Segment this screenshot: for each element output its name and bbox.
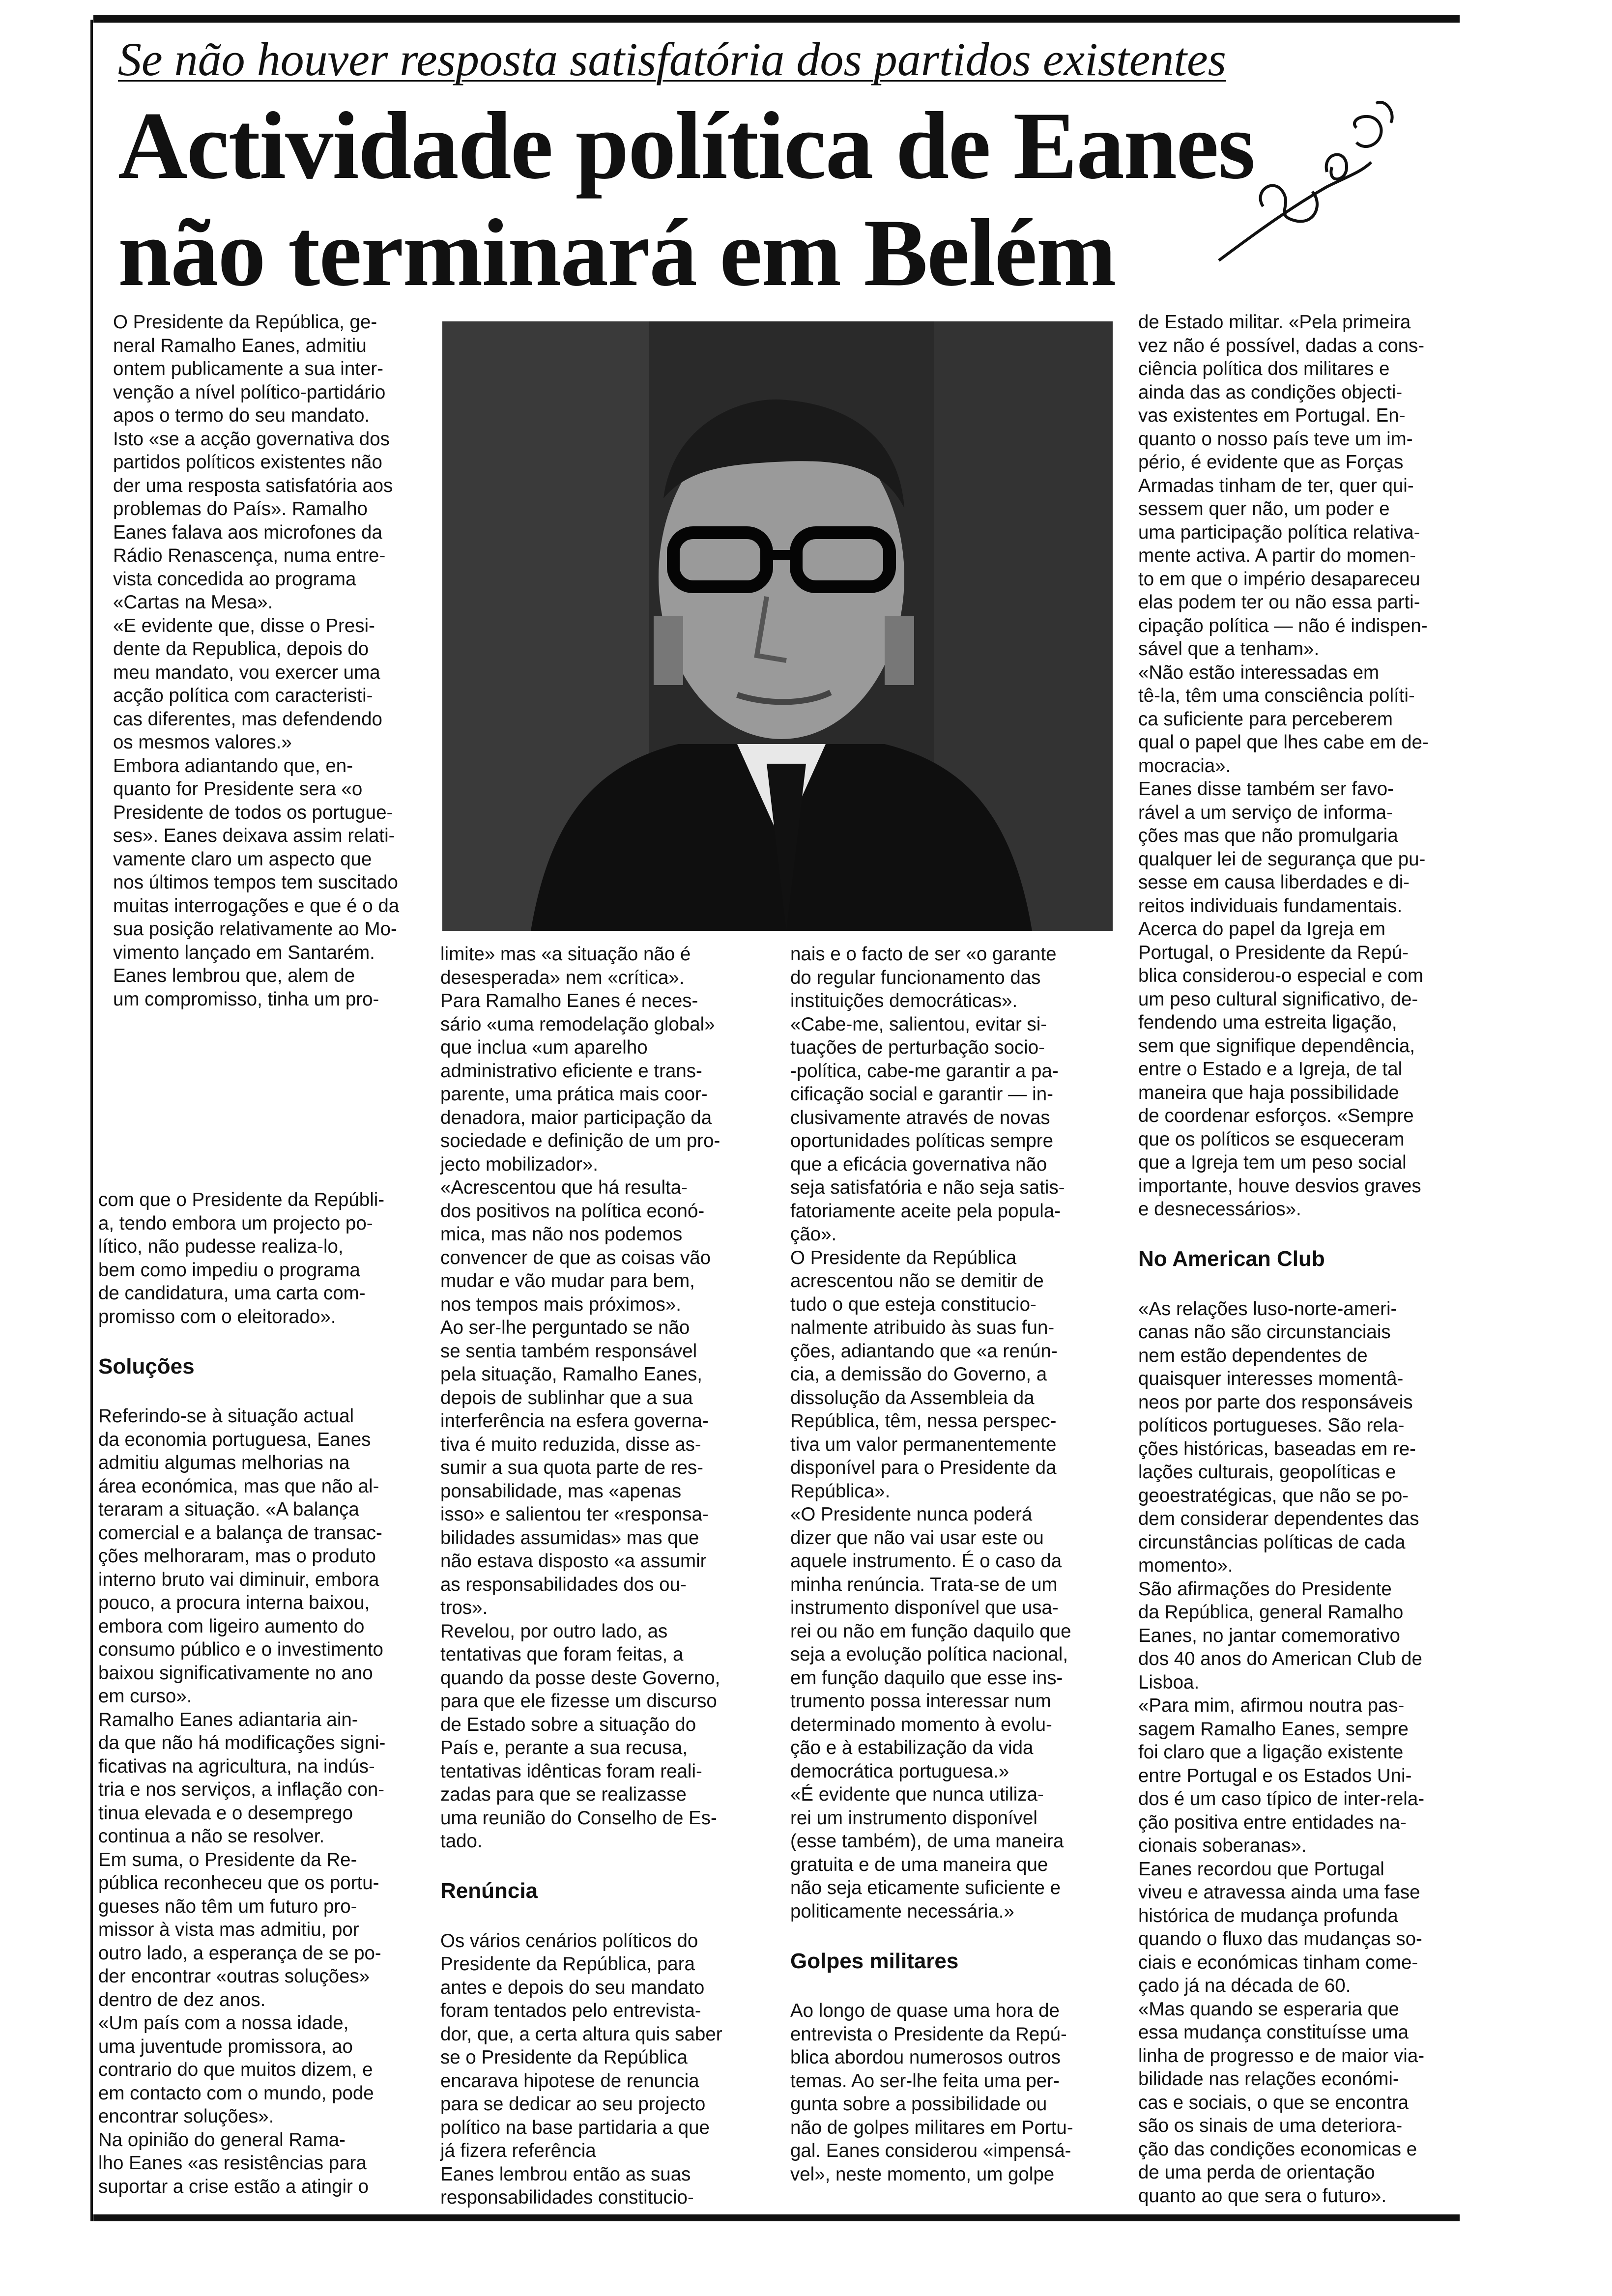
text-line: fatoriamente aceite pela popula- [790, 1200, 1061, 1222]
text-line: rei ou não em função daquilo que [790, 1620, 1071, 1642]
text-line: tinua elevada e o desemprego [98, 1802, 353, 1824]
bottom-rule [93, 2214, 1460, 2221]
text-line: ca suficiente para perceberem [1138, 708, 1393, 730]
text-line: ponsabilidade, mas «apenas [440, 1480, 682, 1502]
text-line: outro lado, a esperança de se po- [98, 1942, 381, 1964]
text-line: minha renúncia. Trata-se de um [790, 1574, 1058, 1595]
text-line: circunstâncias políticas de cada [1138, 1531, 1406, 1553]
text-line: tê-la, têm uma consciência políti- [1138, 685, 1415, 706]
text-line: dentro de dez anos. [98, 1989, 266, 2010]
text-line: oportunidades políticas sempre [790, 1130, 1054, 1151]
text-line: cia, a demissão do Governo, a [790, 1364, 1047, 1385]
text-line: nos tempos mais próximos». [440, 1293, 681, 1315]
text-line: em contacto com o mundo, pode [98, 2082, 374, 2104]
text-line: Isto «se a acção governativa dos [113, 428, 390, 450]
text-line: Embora adiantando que, en- [113, 755, 353, 776]
text-line: mudar e vão mudar para bem, [440, 1270, 695, 1292]
text-line: trumento possa interessar num [790, 1691, 1051, 1712]
text-line: quando o fluxo das mudanças so- [1138, 1928, 1422, 1950]
headline-line-2: não terminará em Belém [118, 200, 1116, 306]
text-line: der encontrar «outras soluções» [98, 1966, 370, 1987]
text-line: Lisboa. [1138, 1671, 1200, 1693]
text-line: cas e sociais, o que se encontra [1138, 2092, 1409, 2113]
text-line: dem considerar dependentes das [1138, 1508, 1419, 1529]
text-line: «Acrescentou que há resulta- [440, 1177, 688, 1198]
text-line: der uma resposta satisfatória aos [113, 475, 393, 496]
text-line: histórica de mudança profunda [1138, 1905, 1398, 1926]
text-line: entrevista o Presidente da Repú- [790, 2023, 1067, 2045]
text-line: tudo o que esteja constitucio- [790, 1293, 1036, 1315]
text-line: bem como impediu o programa [98, 1259, 360, 1281]
text-line: mica, mas não nos podemos [440, 1224, 683, 1245]
text-line: rei um instrumento disponível [790, 1807, 1037, 1829]
text-line: as responsabilidades dos ou- [440, 1574, 687, 1595]
text-line: não seja eticamente suficiente e [790, 1877, 1061, 1898]
text-line: «E evidente que, disse o Presi- [113, 615, 375, 636]
text-line: dos 40 anos do American Club de [1138, 1648, 1422, 1669]
text-line: acção política com caracteristi- [113, 685, 373, 706]
text-line: sociedade e definição de um pro- [440, 1130, 720, 1151]
text-line: da economia portuguesa, Eanes [98, 1429, 371, 1450]
text-line: da República, general Ramalho [1138, 1602, 1404, 1623]
text-line: a, tendo embora um projecto po- [98, 1212, 373, 1234]
left-rule [90, 20, 93, 2221]
text-line: administrativo eficiente e trans- [440, 1060, 702, 1082]
text-line: nos últimos tempos tem suscitado [113, 872, 398, 893]
section-heading-american-club: No American Club [1138, 1247, 1325, 1271]
text-line: instrumento disponível que usa- [790, 1597, 1059, 1618]
text-line: ontem publicamente a sua inter- [113, 358, 383, 379]
text-line: tentativas idênticas foram reali- [440, 1760, 702, 1782]
text-line: aquele instrumento. É o caso da [790, 1550, 1062, 1572]
text-line: gratuita e de uma maneira que [790, 1854, 1048, 1875]
text-line: com que o Presidente da Repúbli- [98, 1189, 385, 1210]
text-line: «Não estão interessadas em [1138, 661, 1380, 683]
text-line: «Para mim, afirmou noutra pas- [1138, 1695, 1405, 1716]
text-line: blica considerou-o especial e com [1138, 965, 1423, 986]
text-line: baixou significativamente no ano [98, 1662, 373, 1684]
text-line: clusivamente através de novas [790, 1107, 1050, 1128]
text-line: sumir a sua quota parte de res- [440, 1457, 703, 1478]
text-line: tria e nos serviços, a inflação con- [98, 1779, 385, 1800]
text-line: convencer de que as coisas vão [440, 1247, 711, 1268]
text-line: de Estado sobre a situação do [440, 1714, 696, 1735]
text-line: depois de sublinhar que a sua [440, 1387, 693, 1408]
text-line: reitos individuais fundamentais. [1138, 895, 1403, 917]
text-line: Rádio Renascença, numa entre- [113, 545, 386, 566]
text-line: ficativas na agricultura, na indús- [98, 1755, 375, 1777]
text-line: tiva um valor permanentemente [790, 1434, 1057, 1455]
text-line: geoestratégicas, que não se po- [1138, 1485, 1409, 1506]
text-line: cipação política — não é indispen- [1138, 615, 1428, 636]
column-4 [1138, 311, 1453, 2208]
text-line: temas. Ao ser-lhe feita uma per- [790, 2070, 1060, 2092]
text-line: vimento lançado em Santarém. [113, 942, 375, 963]
text-line: foram tentados pelo entrevista- [440, 2000, 701, 2021]
text-line: -política, cabe-me garantir a pa- [790, 1060, 1059, 1082]
text-line: embora com ligeiro aumento do [98, 1615, 365, 1637]
text-line: sua posição relativamente ao Mo- [113, 918, 397, 940]
text-line: lações culturais, geopolíticas e [1138, 1462, 1396, 1483]
text-line: politicamente necessária.» [790, 1900, 1014, 1922]
text-line: problemas do País». Ramalho [113, 498, 368, 519]
text-line: ção». [790, 1224, 837, 1245]
text-line: pério, é evidente que as Forças [1138, 452, 1404, 473]
text-line: blica abordou numerosos outros [790, 2047, 1061, 2068]
text-line: Eanes disse também ser favo- [1138, 778, 1394, 800]
text-line: consumo público e o investimento [98, 1639, 383, 1660]
text-line: linha de progresso e de maior via- [1138, 2045, 1425, 2066]
text-line: maneira que haja possibilidade [1138, 1082, 1399, 1103]
text-line: nem estão dependentes de [1138, 1345, 1368, 1366]
text-line: «Mas quando se esperaria que [1138, 1998, 1399, 2020]
text-line: pela situação, Ramalho Eanes, [440, 1364, 702, 1385]
text-line: «Cabe-me, salientou, evitar si- [790, 1013, 1047, 1035]
text-line: Presidente da República, para [440, 1953, 695, 1975]
text-line: to em que o império desapareceu [1138, 568, 1420, 590]
text-line: de coordenar esforços. «Sempre [1138, 1105, 1414, 1126]
text-line: desesperada» nem «crítica». [440, 967, 685, 988]
text-line: ção e à estabilização da vida [790, 1737, 1034, 1758]
text-line: em função daquilo que esse ins- [790, 1667, 1063, 1689]
text-line: denadora, maior participação da [440, 1107, 712, 1128]
text-line: quando da posse deste Governo, [440, 1667, 720, 1689]
text-line: São afirmações do Presidente [1138, 1578, 1392, 1600]
kicker: Se não houver resposta satisfatória dos partidos existentes [118, 33, 1227, 86]
text-line: gal. Eanes considerou «impensá- [790, 2140, 1071, 2161]
text-line: gueses não têm um futuro pro- [98, 1895, 357, 1917]
text-line: vez não é possível, dadas a cons- [1138, 335, 1425, 356]
text-line: Acerca do papel da Igreja em [1138, 918, 1385, 940]
text-line: para que ele fizesse um discurso [440, 1691, 717, 1712]
text-line: importante, houve desvios graves [1138, 1175, 1421, 1197]
text-line: bilidades assumidas» mas que [440, 1527, 699, 1549]
text-line: Referindo-se à situação actual [98, 1406, 354, 1427]
text-line: contrario do que muitos dizem, e [98, 2059, 373, 2080]
text-line: Portugal, o Presidente da Repú- [1138, 942, 1409, 963]
text-line: Em suma, o Presidente da Re- [98, 1849, 357, 1870]
text-line: área económica, mas que não al- [98, 1475, 379, 1497]
text-line: entre Portugal e os Estados Uni- [1138, 1765, 1412, 1786]
text-line: tado. [440, 1831, 483, 1852]
text-line: País e, perante a sua recusa, [440, 1737, 688, 1758]
text-line: uma reunião do Conselho de Es- [440, 1807, 717, 1829]
text-line: gunta sobre a possibilidade ou [790, 2094, 1047, 2115]
text-line: dizer que não vai usar este ou [790, 1527, 1044, 1549]
text-line: cas diferentes, mas defendendo [113, 708, 382, 730]
text-line: quanto for Presidente sera «o [113, 778, 363, 800]
text-line: momento». [1138, 1555, 1233, 1576]
text-line: sário «uma remodelação global» [440, 1013, 715, 1035]
text-line: responsabilidades constitucio- [440, 2187, 694, 2208]
text-line: República, têm, nessa perspec- [790, 1410, 1057, 1432]
text-line: mente activa. A partir do momen- [1138, 545, 1416, 566]
text-line: Ao ser-lhe perguntado se não [440, 1317, 690, 1338]
text-line: zadas para que se realizasse [440, 1784, 687, 1805]
text-line: vel», neste momento, um golpe [790, 2163, 1055, 2185]
text-line: do regular funcionamento das [790, 967, 1041, 988]
headline-line-1: Actividade política de Eanes [118, 92, 1255, 199]
text-line: Para Ramalho Eanes é neces- [440, 990, 698, 1011]
text-line: disponível para o Presidente da [790, 1457, 1057, 1478]
handwritten-signature [1199, 98, 1406, 270]
text-line: qualquer lei de segurança que pu- [1138, 848, 1426, 870]
text-line: «Cartas na Mesa». [113, 592, 273, 613]
text-line: uma participação política relativa- [1138, 521, 1420, 543]
text-line: pública reconheceu que os portu- [98, 1872, 379, 1894]
text-line: se o Presidente da República [440, 2047, 688, 2068]
text-line: que os políticos se esqueceram [1138, 1128, 1405, 1150]
text-line: O Presidente da República, ge- [113, 312, 377, 333]
text-line: «Um país com a nossa idade, [98, 2012, 349, 2034]
text-line: são os sinais de uma deteriora- [1138, 2115, 1403, 2136]
text-line: em curso». [98, 1686, 192, 1707]
text-line: que a Igreja tem um peso social [1138, 1152, 1407, 1173]
text-line: essa mudança constituísse uma [1138, 2022, 1409, 2043]
column-3 [790, 943, 1110, 2186]
text-line: Revelou, por outro lado, as [440, 1620, 668, 1642]
text-line: Eanes recordou que Portugal [1138, 1858, 1384, 1880]
portrait-photo [442, 321, 1113, 931]
text-line: lítico, não pudesse realiza-lo, [98, 1236, 344, 1257]
column-1-top [113, 311, 424, 1011]
text-line: canas não são circunstanciais [1138, 1321, 1391, 1343]
text-line: ções, adiantando que «a renún- [790, 1340, 1058, 1362]
section-heading-renuncia: Renúncia [440, 1879, 538, 1903]
text-line: promisso com o eleitorado». [98, 1306, 336, 1327]
text-line: sessem quer não, um poder e [1138, 498, 1390, 519]
text-line: Os vários cenários políticos do [440, 1930, 698, 1952]
text-line: apos o termo do seu mandato. [113, 405, 370, 426]
text-line: vista concedida ao programa [113, 568, 356, 590]
text-line: quaisquer interesses momentâ- [1138, 1368, 1404, 1389]
text-line: interferência na esfera governa- [440, 1410, 709, 1432]
text-line: tros». [440, 1597, 488, 1618]
text-line: nalmente atribuido às suas fun- [790, 1317, 1055, 1338]
text-line: lho Eanes «as resistências para [98, 2152, 367, 2174]
text-line: continua a não se resolver. [98, 1826, 325, 1847]
text-line: Eanes lembrou que, alem de [113, 965, 355, 986]
text-line: çado já na década de 60. [1138, 1975, 1351, 1996]
text-line: vamente claro um aspecto que [113, 848, 372, 870]
text-line: que inclua «um aparelho [440, 1037, 648, 1058]
text-line: políticos portugueses. São rela- [1138, 1415, 1405, 1436]
text-line: admitiu algumas melhorias na [98, 1452, 350, 1473]
text-line: encontrar soluções». [98, 2106, 274, 2127]
text-line: suportar a crise estão a atingir o [98, 2176, 369, 2197]
text-line: sagem Ramalho Eanes, sempre [1138, 1718, 1409, 1740]
text-line: e desnecessários». [1138, 1199, 1301, 1220]
text-line: parente, uma prática mais coor- [440, 1084, 708, 1105]
text-line: «É evidente que nunca utiliza- [790, 1784, 1044, 1805]
text-line: dos é um caso típico de inter-rela- [1138, 1788, 1425, 1809]
text-line: Ramalho Eanes adiantaria ain- [98, 1709, 358, 1730]
text-line: «As relações luso-norte-ameri- [1138, 1298, 1397, 1320]
text-line: um compromisso, tinha um pro- [113, 988, 379, 1010]
text-line: antes e depois do seu mandato [440, 1977, 705, 1998]
text-line: quanto ao que sera o futuro». [1138, 2185, 1387, 2207]
text-line: de candidatura, uma carta com- [98, 1283, 366, 1304]
text-line: dor, que, a certa altura quis saber [440, 2023, 722, 2045]
text-line: encarava hipotese de renuncia [440, 2070, 699, 2092]
text-line: ciais e económicas tinham come- [1138, 1952, 1418, 1973]
text-line: já fizera referência [440, 2140, 596, 2161]
text-line: meu mandato, vou exercer uma [113, 661, 380, 683]
text-line: da que não há modificações signi- [98, 1732, 386, 1753]
text-line: dos positivos na política econó- [440, 1200, 705, 1222]
text-line: República». [790, 1480, 891, 1502]
text-line: vas existentes em Portugal. En- [1138, 405, 1406, 426]
text-line: O Presidente da República [790, 1247, 1017, 1268]
text-line: de Estado militar. «Pela primeira [1138, 312, 1411, 333]
text-line: muitas interrogações e que é o da [113, 895, 400, 917]
text-line: «O Presidente nunca poderá [790, 1504, 1033, 1525]
text-line: limite» mas «a situação não é [440, 944, 691, 965]
text-line: mocracia». [1138, 755, 1231, 776]
text-line: Eanes falava aos microfones da [113, 521, 382, 543]
text-line: acrescentou não se demitir de [790, 1270, 1044, 1292]
text-line: dente da Republica, depois do [113, 638, 369, 660]
text-line: nais e o facto de ser «o garante [790, 944, 1057, 965]
text-line: cionais soberanas». [1138, 1835, 1307, 1856]
text-line: um peso cultural significativo, de- [1138, 988, 1418, 1010]
text-line: tuações de perturbação socio- [790, 1037, 1045, 1058]
text-line: viveu e atravessa ainda uma fase [1138, 1882, 1420, 1903]
column-1-bottom [98, 1188, 424, 2198]
text-line: cificação social e garantir — in- [790, 1084, 1053, 1105]
text-line: neos por parte dos responsáveis [1138, 1391, 1413, 1413]
text-line: venção a nível político-partidário [113, 381, 386, 403]
text-line: de uma perda de orientação [1138, 2162, 1375, 2183]
text-line: ses». Eanes deixava assim relati- [113, 825, 395, 846]
text-line: ções mas que não promulgaria [1138, 825, 1398, 846]
text-line: se sentia também responsável [440, 1340, 697, 1362]
text-line: não estava disposto «a assumir [440, 1550, 707, 1572]
text-line: bilidade nas relações económi- [1138, 2068, 1399, 2090]
text-line: qual o papel que lhes cabe em de- [1138, 732, 1429, 753]
text-line: os mesmos valores.» [113, 732, 292, 753]
text-line: jecto mobilizador». [440, 1153, 598, 1175]
portrait-photo-icon [442, 321, 1113, 931]
text-line: pouco, a procura interna baixou, [98, 1592, 370, 1613]
text-line: Armadas tinham de ter, quer qui- [1138, 475, 1414, 496]
text-line: tentativas que foram feitas, a [440, 1644, 684, 1665]
text-line: partidos políticos existentes não [113, 452, 382, 473]
text-line: para se dedicar ao seu projecto [440, 2094, 706, 2115]
text-line: comercial e a balança de transac- [98, 1522, 382, 1544]
column-2 [440, 943, 760, 2210]
text-line: ções melhoraram, mas o produto [98, 1546, 376, 1567]
text-line: Presidente de todos os portugue- [113, 802, 393, 823]
text-line: político na base partidaria a que [440, 2117, 710, 2138]
text-line: seja a evolução política nacional, [790, 1644, 1068, 1665]
section-heading-solucoes: Soluções [98, 1354, 195, 1378]
text-line: Eanes lembrou então as suas [440, 2163, 691, 2185]
text-line: ciência política dos militares e [1138, 358, 1390, 379]
text-line: tiva é muito reduzida, disse as- [440, 1434, 701, 1455]
text-line: determinado momento à evolu- [790, 1714, 1052, 1735]
text-line: elas podem ter ou não essa parti- [1138, 592, 1420, 613]
text-line: rável a um serviço de informa- [1138, 802, 1393, 823]
text-line: interno bruto vai diminuir, embora [98, 1569, 379, 1590]
top-rule [93, 15, 1460, 23]
section-heading-golpes: Golpes militares [790, 1949, 959, 1973]
text-line: ção positiva entre entidades na- [1138, 1811, 1407, 1833]
text-line: foi claro que a ligação existente [1138, 1742, 1404, 1763]
text-line: não de golpes militares em Portu- [790, 2117, 1073, 2138]
text-line: democrática portuguesa.» [790, 1760, 1009, 1782]
text-line: instituições democráticas». [790, 990, 1018, 1011]
text-line: Ao longo de quase uma hora de [790, 2000, 1060, 2021]
text-line: dissolução da Assembleia da [790, 1387, 1035, 1408]
text-line: (esse também), de uma maneira [790, 1831, 1064, 1852]
text-line: missor à vista mas admitiu, por [98, 1919, 359, 1940]
text-line: uma juventude promissora, ao [98, 2036, 353, 2057]
text-line: isso» e salientou ter «responsa- [440, 1504, 709, 1525]
text-line: fendendo uma estreita ligação, [1138, 1012, 1397, 1033]
text-line: quanto o nosso país teve um im- [1138, 428, 1413, 450]
text-line: ção das condições economicas e [1138, 2138, 1417, 2160]
text-line: teraram a situação. «A balança [98, 1499, 359, 1520]
text-line: Na opinião do general Rama- [98, 2129, 345, 2151]
text-line: entre o Estado e a Igreja, de tal [1138, 1059, 1403, 1080]
text-line: sesse em causa liberdades e di- [1138, 872, 1410, 893]
text-line: ainda das as condições objecti- [1138, 381, 1403, 403]
text-line: sem que signifique dependência, [1138, 1035, 1415, 1057]
text-line: seja satisfatória e não seja satis- [790, 1177, 1065, 1198]
text-line: Eanes, no jantar comemorativo [1138, 1625, 1400, 1646]
text-line: ções históricas, baseadas em re- [1138, 1438, 1416, 1460]
text-line: sável que a tenham». [1138, 638, 1320, 660]
text-line: neral Ramalho Eanes, admitiu [113, 335, 367, 356]
text-line: que a eficácia governativa não [790, 1153, 1047, 1175]
